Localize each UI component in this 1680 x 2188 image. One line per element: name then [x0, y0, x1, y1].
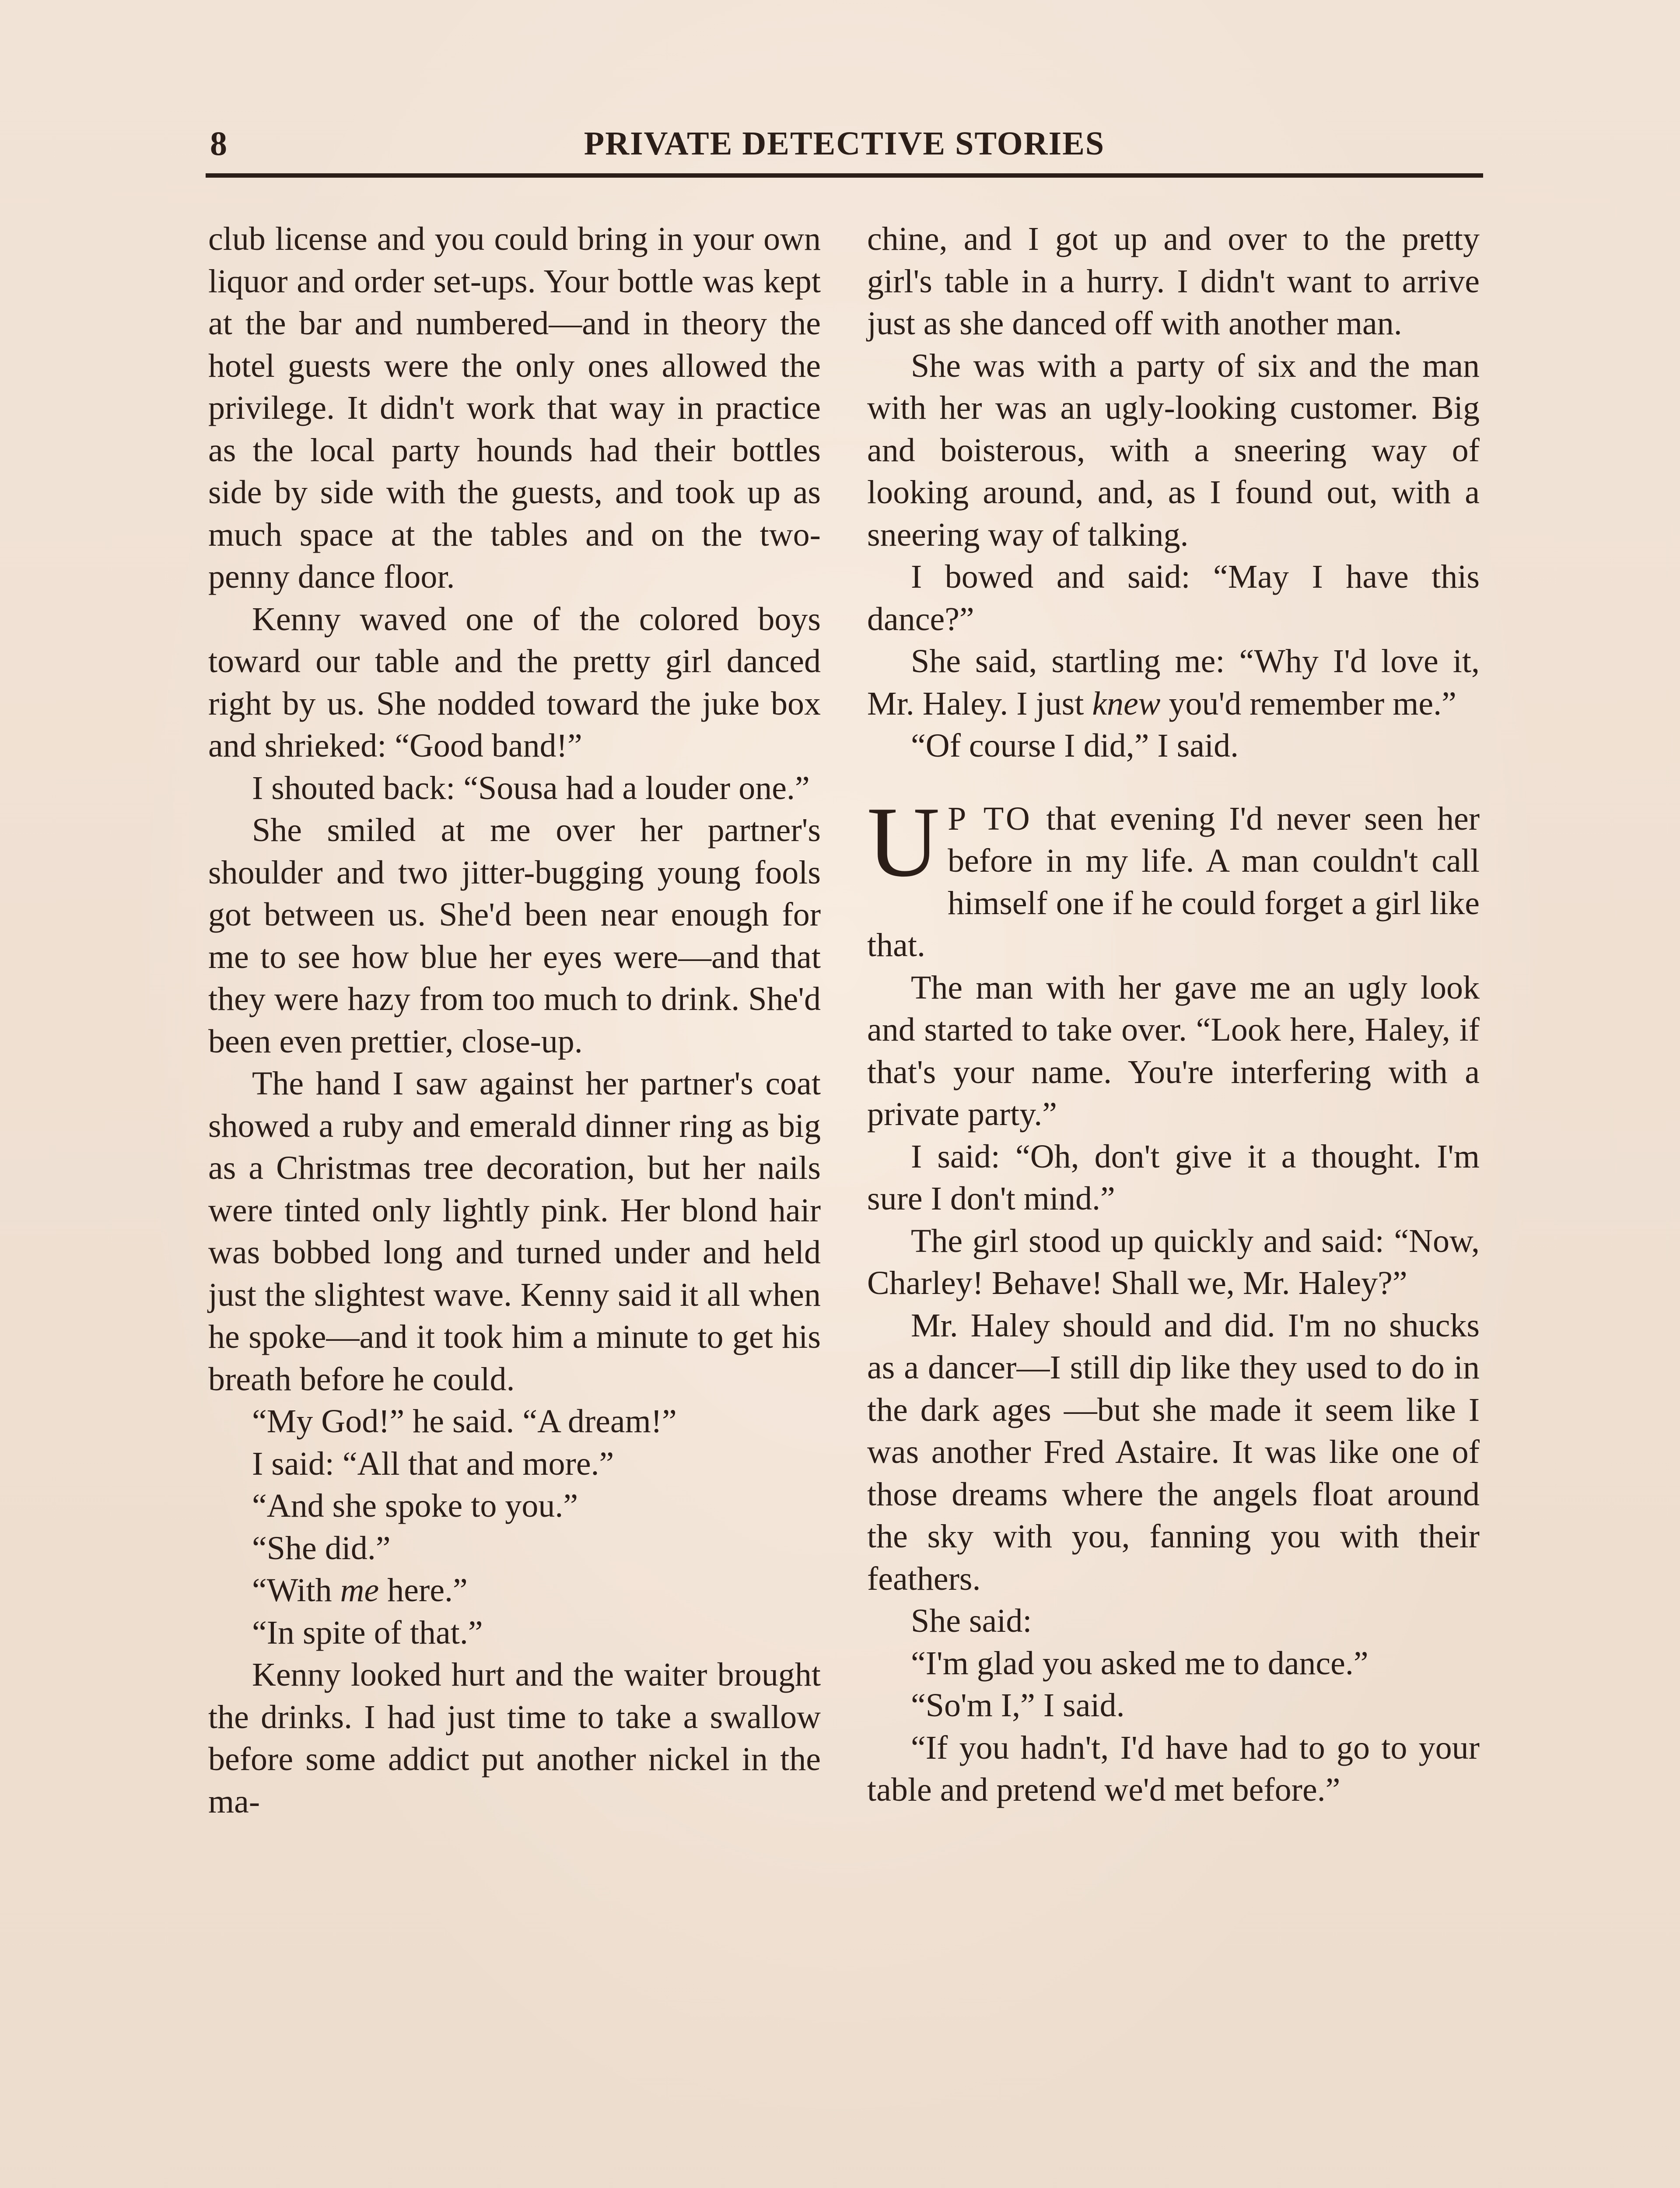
paragraph: The girl stood up quickly and said: “Now, Charley! Behave! Shall we, Mr. Haley?”	[867, 1222, 1480, 1301]
paragraph: I said: “All that and more.”	[252, 1445, 614, 1482]
small-caps-lead: P TO	[948, 800, 1032, 837]
paragraph: “Of course I did,” I said.	[911, 727, 1239, 764]
paragraph: “I'm glad you asked me to dance.”	[911, 1645, 1368, 1682]
paragraph: Kenny waved one of the colored boys toward our table and the pretty girl danced right by us. She nodded toward the juke box and shrieked: “Good band!”	[208, 600, 821, 764]
page-header	[206, 117, 1483, 174]
emphasized-word: me	[340, 1572, 379, 1609]
right-column	[867, 218, 1480, 1811]
drop-cap: U	[867, 785, 940, 898]
paragraph: “She did.”	[252, 1529, 391, 1567]
paragraph: She smiled at me over her partner's shoulder and two jitter-bugging young fools got between us. She'd been near enough for me to see how blue her eyes were—and that they were hazy from too much to drink. She'd been even prettier, close-up.	[208, 812, 821, 1060]
paragraph: “My God!” he said. “A dream!”	[252, 1403, 677, 1440]
header-rule	[206, 173, 1483, 178]
paragraph: Kenny looked hurt and the waiter brought the drinks. I had just time to take a swallow before some addict put another nickel in the ma-	[208, 1656, 821, 1820]
page-number: 8	[210, 124, 227, 162]
paragraph: “With me here.”	[252, 1572, 468, 1609]
paragraph-text: that evening I'd never seen her before in my life. A man couldn't call himself one if he could forget a girl like that.	[867, 800, 1480, 964]
paragraph: chine, and I got up and over to the pretty girl's table in a hurry. I didn't want to arrive just as she danced off with another man.	[867, 221, 1480, 342]
paragraph: I bowed and said: “May I have this dance?”	[867, 558, 1480, 638]
paragraph: The man with her gave me an ugly look and started to take over. “Look here, Haley, if that's your name. You're interfering with a private party.”	[867, 969, 1480, 1133]
emphasized-word: knew	[1092, 685, 1161, 722]
paragraph: Mr. Haley should and did. I'm no shucks as a dancer—I still dip like they used to do in the dark ages —but she made it seem like I was another Fred Astaire. It was like one of those dreams where the angels float around the sky with you, fanning you with their feathers.	[867, 1307, 1480, 1597]
left-column	[208, 218, 821, 1823]
paragraph: I said: “Oh, don't give it a thought. I'm sure I don't mind.”	[867, 1138, 1480, 1217]
paragraph: The hand I saw against her partner's coat showed a ruby and emerald dinner ring as big as a Christmas tree decoration, but her nails were tinted only lightly pink. Her blond hair was bobbed long and turned under and held just the slightest wave. Kenny said it all when he spoke—and it took him a minute to get his breath before he could.	[208, 1065, 821, 1398]
paragraph: “In spite of that.”	[252, 1614, 483, 1651]
paragraph: club license and you could bring in your own liquor and order set-ups. Your bottle was kept at the bar and numbered—and in theory the hotel guests were the only ones allowed the privilege. It didn't work that way in practice as the local party hounds had their bottles side by side with the guests, and took up as much space at the tables and on the two-penny dance floor.	[208, 221, 821, 595]
paragraph: “So'm I,” I said.	[911, 1687, 1125, 1724]
paragraph: She was with a party of six and the man with her was an ugly-looking customer. Big and boisterous, with a sneering way of looking around, and, as I found out, with a sneering way of talking.	[867, 347, 1480, 553]
paragraph: I shouted back: “Sousa had a louder one.”	[252, 769, 810, 806]
paragraph: She said:	[911, 1602, 1032, 1639]
paragraph: She said, startling me: “Why I'd love it, Mr. Haley. I just knew you'd remember me.”	[867, 643, 1480, 722]
section-opening-paragraph	[867, 785, 1480, 967]
paragraph: “And she spoke to you.”	[252, 1487, 578, 1524]
running-title: PRIVATE DETECTIVE STORIES	[584, 125, 1105, 162]
paragraph: “If you hadn't, I'd have had to go to your table and pretend we'd met before.”	[867, 1729, 1480, 1808]
